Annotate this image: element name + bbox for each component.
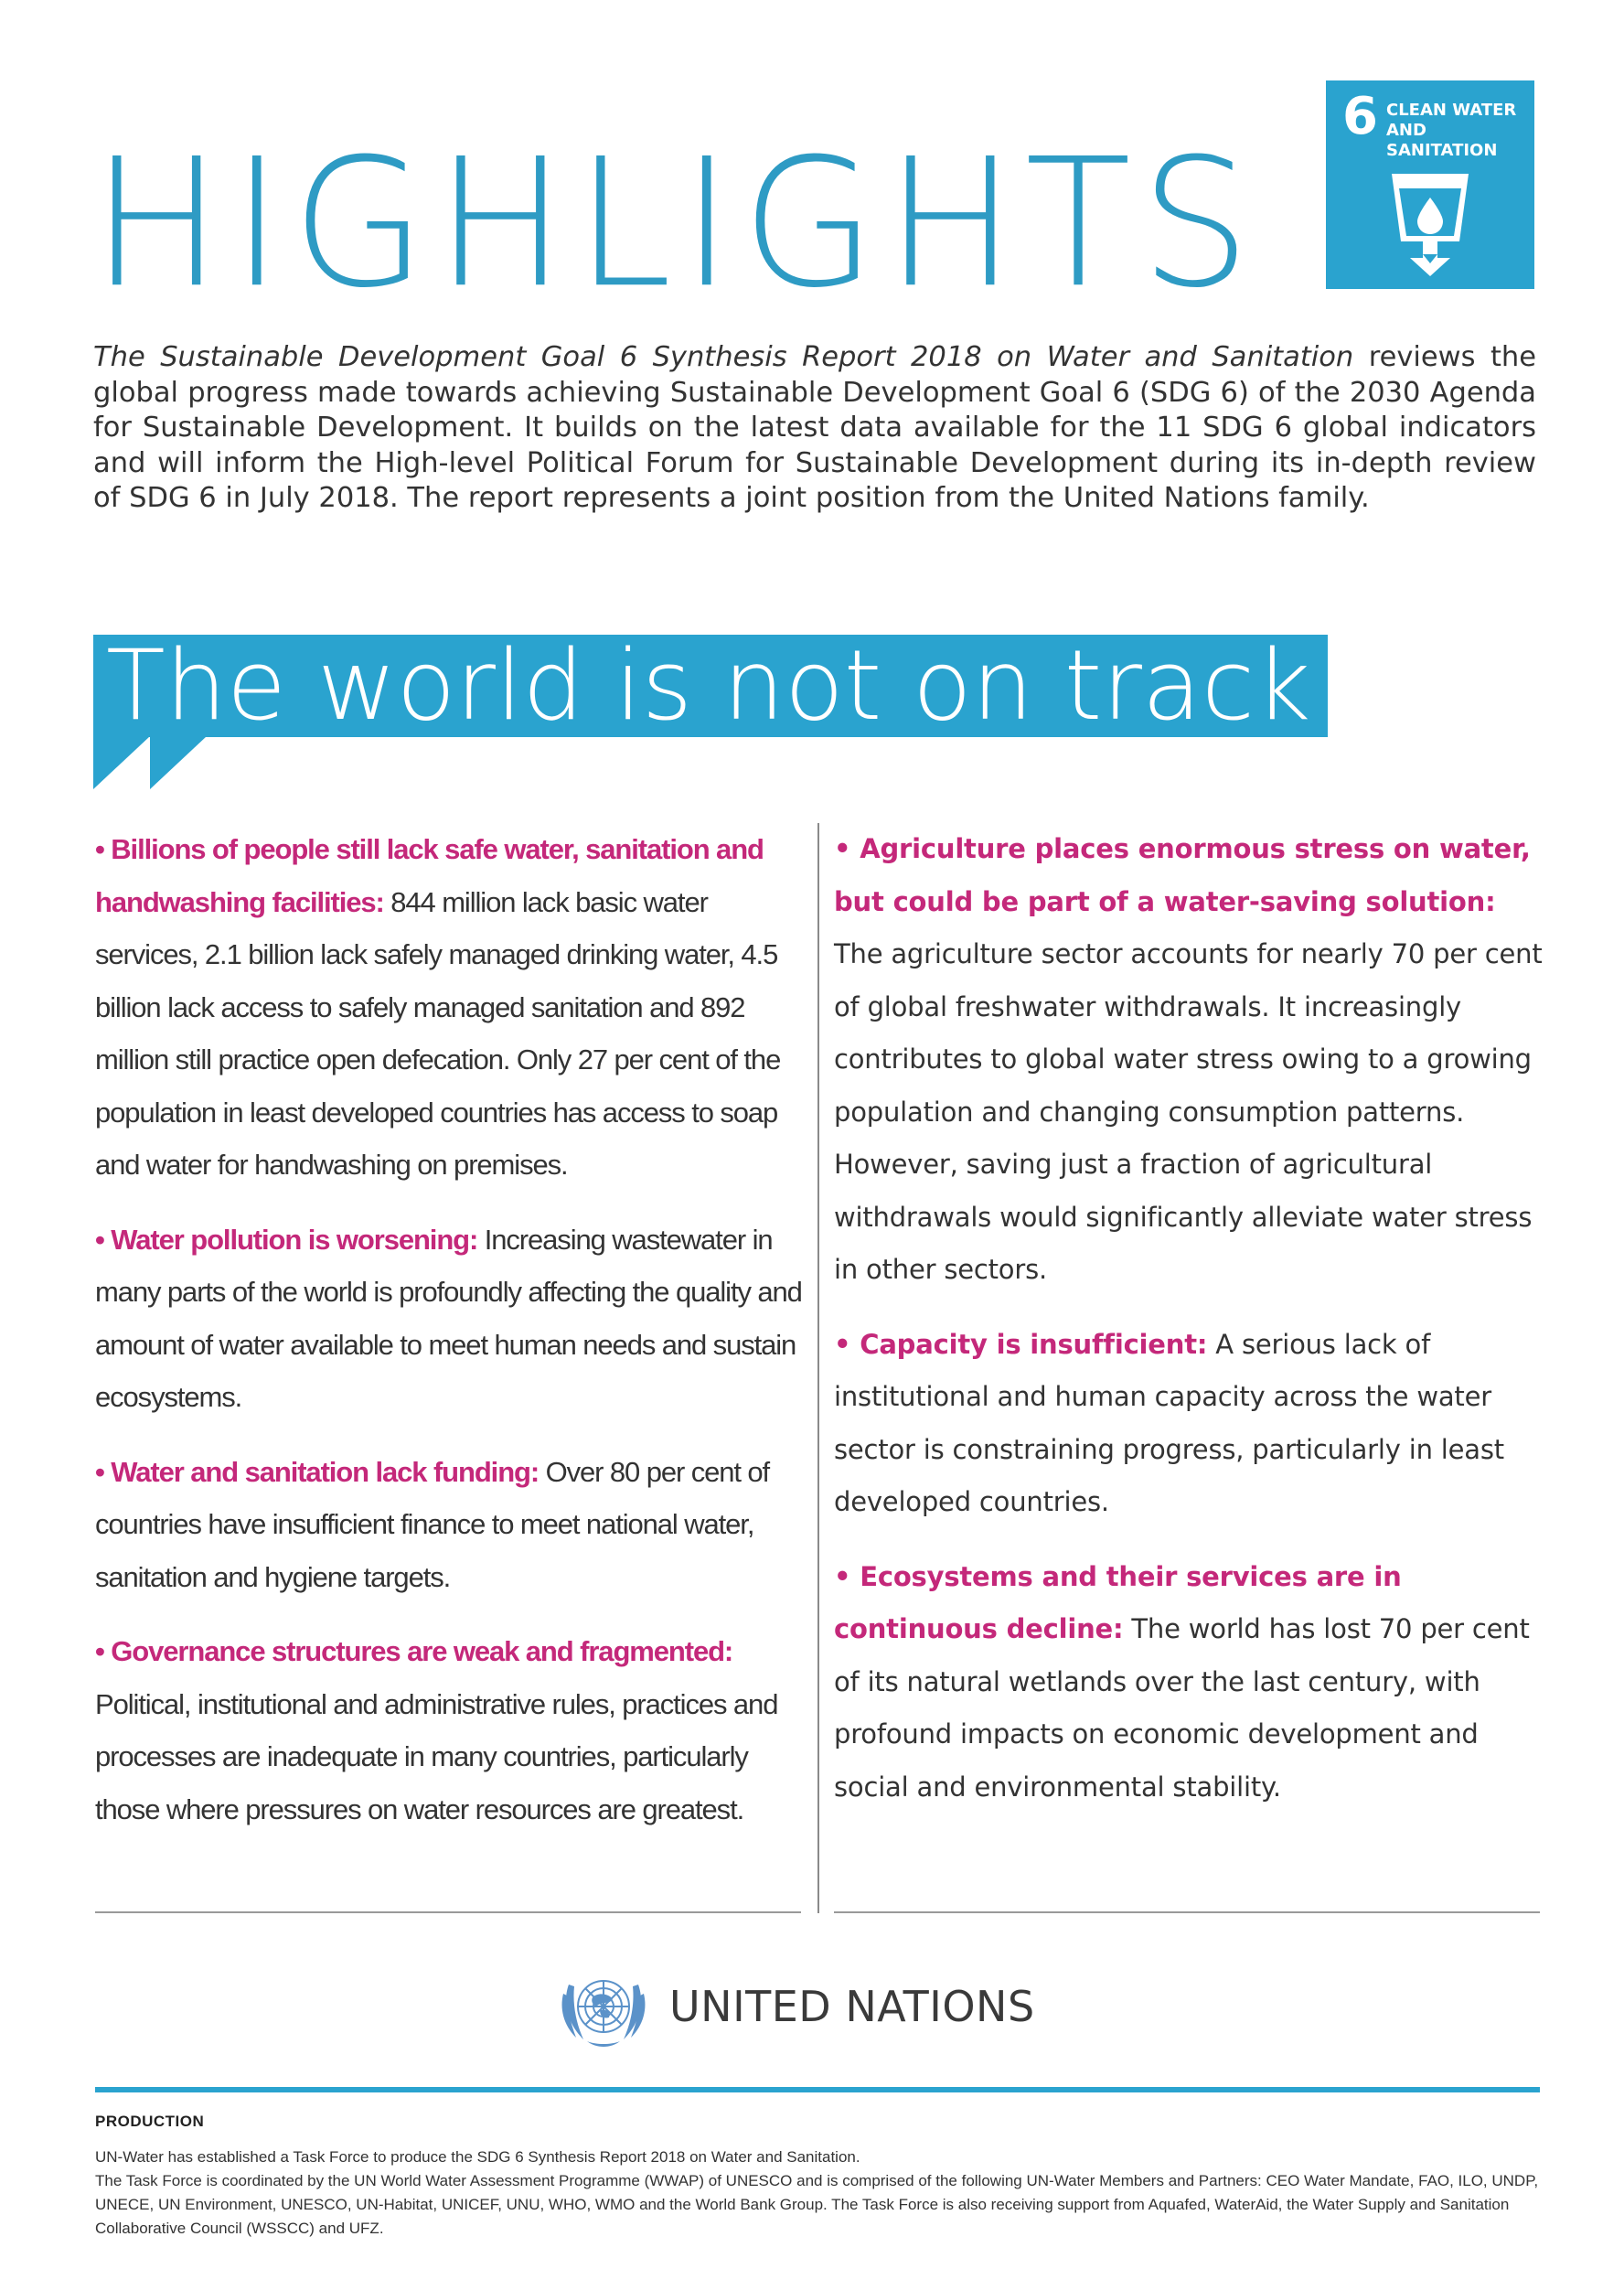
item-heading: • Water pollution is worsening: — [95, 1223, 478, 1256]
right-bottom-rule — [834, 1911, 1540, 1913]
list-item — [834, 1319, 1547, 1529]
banner-pointer-left — [93, 736, 150, 789]
item-text: Increasing wastewater in many parts of the world is profoundly affecting the quality and amount of water available to meet human needs and sustain ecosystems. — [95, 1223, 802, 1413]
item-heading: • Ecosystems and their services are in continuous decline: — [834, 1560, 1402, 1644]
column-divider — [817, 823, 819, 1913]
left-column — [95, 823, 808, 1857]
item-heading: • Billions of people still lack safe water, sanitation and handwashing facilities: — [95, 833, 764, 918]
list-item — [95, 1446, 808, 1604]
item-text: Political, institutional and administrative rules, practices and processes are inadequate in many countries, particularly those where pressures on water resources are greatest. — [95, 1687, 778, 1825]
sdg-label-line2: AND SANITATION — [1386, 121, 1498, 160]
left-bottom-rule — [95, 1911, 801, 1913]
un-emblem-icon — [556, 1966, 651, 2052]
item-text: 844 million lack basic water services, 2.1 billion lack safely managed drinking water, 4.5 billion lack access to safely managed sanitation and 892 million still practice open defecation. Only 27 per cent of the population in least developed countries has access to soap and water for handwashing on premises. — [95, 885, 781, 1181]
banner-pointer-right — [150, 736, 207, 789]
item-heading: • Agriculture places enormous stress on water, but could be part of a water-saving solution: — [834, 833, 1531, 917]
item-text: Over 80 per cent of countries have insufficient finance to meet national water, sanitation and hygiene targets. — [95, 1455, 770, 1593]
report-title: The Sustainable Development Goal 6 Synthesis Report 2018 on Water and Sanitation — [93, 341, 1354, 373]
page-title: HIGHLIGHTS — [91, 120, 1260, 327]
production-line: The Task Force is coordinated by the UN World Water Assessment Programme (WWAP) of UNESCO and is comprised of the following UN-Water Members and Partners: CEO Water Mandate, FAO, ILO, UNDP, UNECE, UN Environment, UNESCO, UN-Habitat, UNICEF, UNU, WHO, WMO and the World Bank Group. The Task Force is also receiving support from Aquafed, WaterAid, the Water Supply and Sanitation Collaborative Council (WSSCC) and UFZ. — [95, 2172, 1539, 2237]
list-item — [95, 1625, 808, 1835]
sdg-label — [1386, 101, 1523, 161]
water-glass-droplet-icon — [1388, 170, 1472, 278]
intro-text: reviews the global progress made towards achieving Sustainable Development Goal 6 (SDG 6) of the 2030 Agenda for Sustainable Development. It builds on the latest data available for the 11 SDG 6 global indicators and will inform the High-level Political Forum for Sustainable Development during its in-depth review of SDG 6 in July 2018. The report represents a joint position from the United Nations family. — [93, 341, 1536, 514]
list-item — [834, 823, 1547, 1297]
item-text: A serious lack of institutional and human capacity across the water sector is constraining progress, particularly in least developed countries. — [834, 1328, 1504, 1517]
production-heading: PRODUCTION — [95, 2113, 205, 2130]
sdg-label-line1: CLEAN WATER — [1386, 101, 1517, 120]
right-column — [834, 823, 1547, 1835]
list-item — [95, 1214, 808, 1424]
item-heading: • Governance structures are weak and fragmented: — [95, 1635, 733, 1667]
section-banner — [93, 629, 1328, 742]
item-heading: • Capacity is insufficient: — [834, 1328, 1208, 1360]
production-body — [95, 2146, 1540, 2241]
intro-paragraph — [93, 340, 1536, 517]
production-line: UN-Water has established a Task Force to produce the SDG 6 Synthesis Report 2018 on Water and Sanitation. — [95, 2148, 860, 2166]
sdg-number: 6 — [1342, 87, 1378, 146]
item-text: The world has lost 70 per cent of its natural wetlands over the last century, with profound impacts on economic development and social and environmental stability. — [834, 1613, 1530, 1803]
list-item — [95, 823, 808, 1192]
sdg6-badge — [1326, 80, 1534, 289]
banner-heading: The world is not on track — [106, 629, 1311, 742]
footer-rule — [95, 2087, 1540, 2092]
list-item — [834, 1551, 1547, 1814]
item-heading: • Water and sanitation lack funding: — [95, 1455, 540, 1488]
item-text: The agriculture sector accounts for nearly 70 per cent of global freshwater withdrawals. It increasingly contributes to global water stress owing to a growing population and changing consumption patterns. However, saving just a fraction of agricultural withdrawals would significantly alleviate water stress in other sectors. — [834, 938, 1543, 1285]
organization-name: UNITED NATIONS — [669, 1982, 1035, 2031]
